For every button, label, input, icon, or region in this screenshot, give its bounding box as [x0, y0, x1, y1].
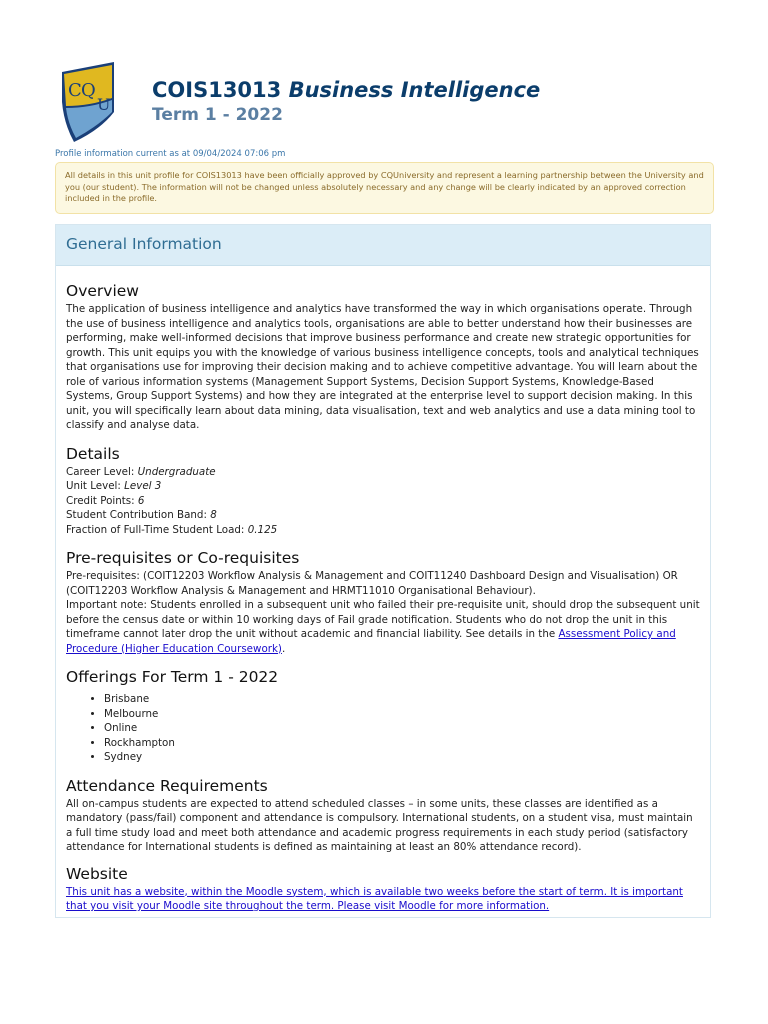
detail-row — [66, 508, 700, 523]
prereqs-heading: Pre-requisites or Co-requisites — [66, 549, 300, 567]
detail-label: Fraction of Full-Time Student Load: — [66, 523, 245, 536]
detail-value: Undergraduate — [137, 465, 216, 478]
detail-value: 8 — [210, 509, 217, 521]
svg-text:C: C — [68, 80, 82, 101]
list-item: • Brisbane — [104, 692, 700, 707]
detail-label: Credit Points: — [66, 494, 135, 507]
prereqs-note-end: . — [281, 642, 286, 655]
panel-header — [56, 225, 710, 266]
detail-label: Unit Level: — [66, 480, 121, 492]
prereqs-note-text: Important note: Students enrolled in a subsequent unit who failed their pre-requisite unit, should drop the subsequent unit before the census date or within 10 working days of Fail grade notification. Students who do not drop the unit in this timeframe cannot later drop the unit without academic and financial liability. See details in the — [66, 599, 700, 640]
website-heading: Website — [66, 864, 128, 883]
profile-info: Profile information current as at 09/04/2024 07:06 pm — [55, 149, 286, 159]
approval-notice: All details in this unit profile for COIS13013 have been officially approved by CQUniversity and represent a learning partnership between the University and you (our student). The information will not be changed unless absolutely necessary and any change will be clearly indicated by an approved correction included in the profile. — [55, 162, 714, 214]
page-title — [152, 76, 540, 104]
assessment-policy-link[interactable]: Assessment Policy and Procedure (Higher Education Coursework) — [66, 628, 676, 655]
svg-text:U: U — [97, 95, 111, 114]
offerings-heading: Offerings For Term 1 - 2022 — [66, 668, 279, 686]
offerings-section — [66, 666, 700, 765]
list-item: • Online — [104, 721, 700, 736]
detail-label: Career Level: — [66, 465, 135, 478]
unit-code: COIS13013 — [152, 78, 282, 102]
overview-text: The application of business intelligence and analytics have transformed the way in which organisations operate. Through the use of business intelligence and analytics tools, organisations are able to better understand how their businesses are performing, make well-informed decisions that improve business performance and create new strategic opportunities for growth. This unit equips you with the knowledge of various business intelligence concepts, tools and analytical techniques that organisations use for improving their decision making and to achieve competitive advantage. You will learn about the role of various information systems (Management Support Systems, Decision Support Systems, Knowledge-Based Systems, Group Support Systems) and how they are integrated at the enterprise level to support decision making. In this unit, you will specifically learn about data mining, data visualisation, text and web analytics and use a data mining tool to classify and analyse data. — [66, 303, 699, 431]
detail-label: Student Contribution Band: — [66, 509, 207, 521]
unit-name: Business Intelligence — [288, 78, 541, 102]
moodle-website-link[interactable]: This unit has a website, within the Moodle system, which is available two weeks before the start of term. It is important that you visit your Moodle site throughout the term. Please visit Moodle for more information. — [66, 885, 683, 912]
list-item: • Sydney — [104, 750, 700, 765]
prereqs-section — [66, 547, 700, 656]
term-label: Term 1 - 2022 — [152, 105, 283, 125]
detail-value: 0.125 — [247, 523, 278, 536]
prereqs-text: Pre-requisites: (COIT12203 Workflow Analysis & Management and COIT11240 Dashboard Design and Visualisation) OR (COIT12203 Workflow Analysis & Management and HRMT11010 Organisational Behaviour). — [66, 570, 678, 597]
details-heading: Details — [66, 444, 120, 463]
list-item: • Melbourne — [104, 707, 700, 722]
overview-heading: Overview — [66, 282, 139, 300]
offerings-list — [66, 692, 700, 765]
website-section — [66, 863, 700, 914]
panel-body — [56, 280, 710, 914]
cqu-logo — [60, 62, 116, 142]
detail-row — [66, 523, 700, 538]
list-item: • Rockhampton — [104, 736, 700, 751]
svg-text:Q: Q — [81, 80, 96, 101]
title-block — [152, 76, 540, 126]
detail-row — [66, 494, 700, 509]
details-section — [66, 443, 700, 538]
detail-row — [66, 465, 700, 480]
detail-value: Level 3 — [124, 480, 162, 492]
attendance-section — [66, 775, 700, 855]
overview-section — [66, 280, 700, 433]
detail-value: 6 — [137, 494, 145, 507]
attendance-heading: Attendance Requirements — [66, 776, 268, 795]
panel-title: General Information — [66, 235, 222, 253]
detail-row — [66, 479, 700, 494]
general-information-panel — [55, 224, 711, 918]
attendance-text: All on-campus students are expected to attend scheduled classes – in some units, these classes are identified as a mandatory (pass/fail) component and attendance is compulsory. International students, on a student visa, must maintain a full time study load and meet both attendance and academic progress requirements in each study period (satisfactory attendance for International students is defined as maintaining at least an 80% attendance record). — [66, 797, 693, 853]
prereqs-note — [66, 598, 700, 656]
